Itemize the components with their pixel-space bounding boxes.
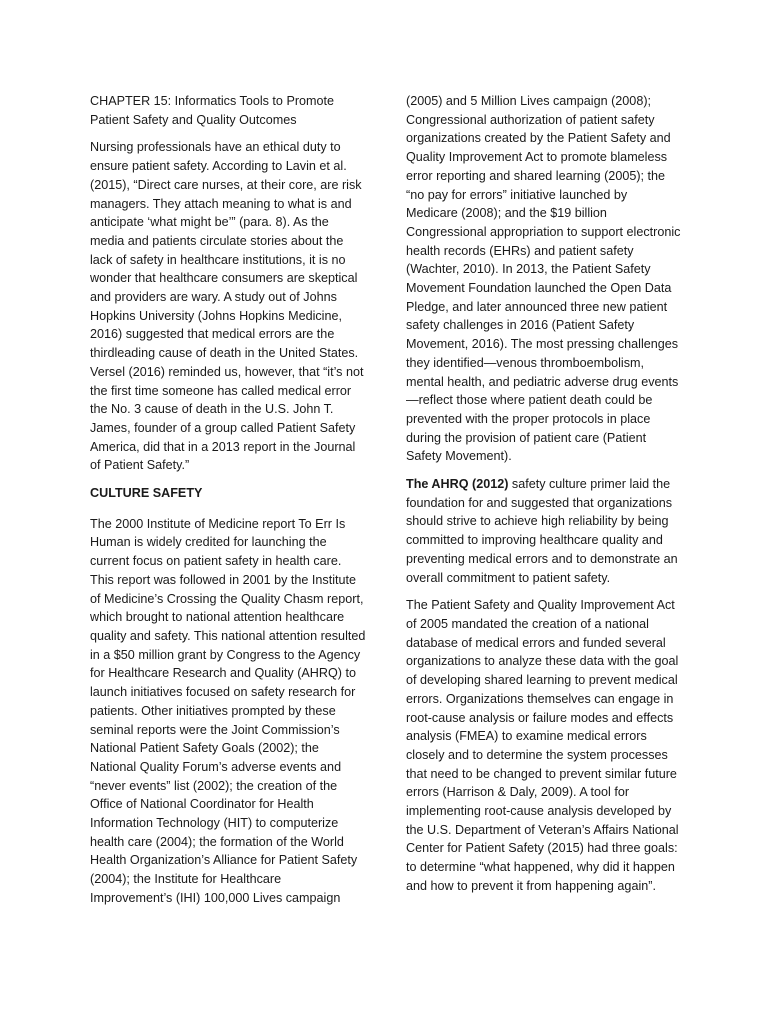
right-column bbox=[406, 92, 682, 905]
left-column bbox=[90, 92, 366, 917]
ahrq-paragraph bbox=[406, 475, 682, 587]
culture-safety-paragraph: The 2000 Institute of Medicine report To Err Is Human is widely credited for launching the current focus on patient safety in health care. This report was followed in 2001 by the Institute of Medicine’s Crossing the Quality Chasm report, which brought to national attention healthcare quality and safety. This national attention resulted in a $50 million grant by Congress to the Agency for Healthcare Research and Quality (AHRQ) to launch initiatives focused on safety research for patients. Other initiatives prompted by these seminal reports were the Joint Commission’s National Patient Safety Goals (2002); the National Quality Forum’s adverse events and “never events” list (2002); the creation of the Office of National Coordinator for Health Information Technology (HIT) to computerize health care (2004); the formation of the World Health Organization’s Alliance for Patient Safety (2004); the Institute for Healthcare Improvement’s (IHI) 100,000 Lives campaign bbox=[90, 516, 366, 905]
initiatives-continuation-paragraph: (2005) and 5 Million Lives campaign (2008); Congressional authorization of patient safety organizations created by the Patient Safety and Quality Improvement Act to promote blameless error reporting and shared learning (2005); the “no pay for errors” initiative launched by Medicare (2008); and the $19 billion Congressional appropriation to support electronic health records (EHRs) and patient safety (Wachter, 2010). In 2013, the Patient Safety Movement Foundation launched the Open Data Pledge, and later announced three new patient safety challenges in 2016 (Patient Safety Movement, 2016). The most pressing challenges they identified—venous thromboembolism, mental health, and pediatric adverse drug events—reflect those where patient death could be prevented with the proper protocols in place during the provision of patient care (Patient Safety Movement). bbox=[406, 94, 681, 464]
chapter-title: CHAPTER 15: Informatics Tools to Promote Patient Safety and Quality Outcomes bbox=[90, 94, 335, 127]
intro-paragraph: Nursing professionals have an ethical duty to ensure patient safety. According to Lavin et al. (2015), “Direct care nurses, at their core, are risk managers. They attach meaning to what is and anticipate ‘what might be’” (para. 8). As the media and patients circulate stories about the lack of safety in healthcare institutions, it is no wonder that healthcare consumers are skeptical and providers are wary. A study out of Johns Hopkins University (Johns Hopkins Medicine, 2016) suggested that medical errors are the thirdleading cause of death in the United States. Versel (2016) reminded us, however, that “it’s not the first time someone has called medical error the No. 3 cause of death in the U.S. John T. James, founder of a group called Patient Safety America, did that in a 2013 report in the Journal of Patient Safety.” bbox=[90, 140, 364, 473]
ahrq-body-text: safety culture primer laid the foundation for and suggested that organizations should strive to achieve high reliability by being committed to improving healthcare quality and preventing medical errors and to demonstrate an overall commitment to patient safety. bbox=[406, 477, 678, 585]
ahrq-lead-text: The AHRQ (2012) bbox=[406, 477, 509, 492]
psqia-paragraph: The Patient Safety and Quality Improvement Act of 2005 mandated the creation of a national database of medical errors and funded several organizations to analyze these data with the goal of developing shared learning to prevent medical errors. Organizations themselves can engage in root-cause analysis or failure modes and effects analysis (FMEA) to examine medical errors closely and to determine the system processes that need to be changed to prevent similar future errors (Harrison & Daly, 2009). A tool for implementing root-cause analysis developed by the U.S. Department of Veteran’s Affairs National Center for Patient Safety (2015) had three goals: to determine “what happened, why did it happen and how to prevent it from happening again”. bbox=[406, 598, 679, 893]
section-heading-culture-safety: CULTURE SAFETY bbox=[90, 486, 203, 501]
